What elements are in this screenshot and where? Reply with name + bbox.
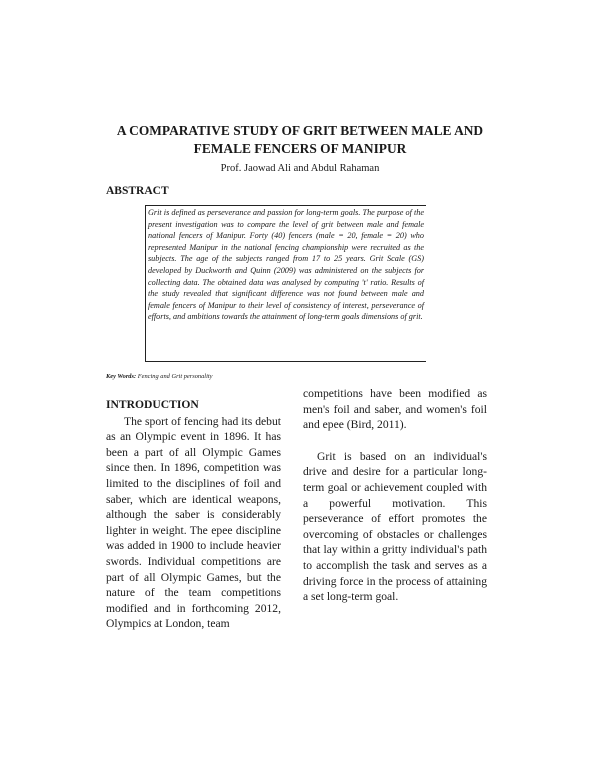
intro-paragraph-1: The sport of fencing had its debut as an Olympic event in 1896. It has been a part of all Olympic Games since then. In 1896, competition was limited to the disciplines of foil and saber, which are identical weapons, although the saber is considerably lighter in weight. The epee discipline was added in 1900 to include heavier swords. Individual competitions are part of all Olympic Games, but the nature of the team competitions modified and in forthcoming 2012, Olympics at London, team — [106, 414, 281, 631]
keywords-value: Fencing and Grit personality — [137, 373, 213, 380]
paper-authors: Prof. Jaowad Ali and Abdul Rahaman — [220, 163, 380, 174]
abstract-heading: ABSTRACT — [106, 185, 169, 197]
intro-paragraph-1-continued: competitions have been modified as men's foil and saber, and women's foil and epee (Bird, 2011). — [303, 387, 487, 432]
section-heading-introduction: INTRODUCTION — [106, 398, 199, 411]
intro-paragraph-2: Grit is based on an individual's drive and desire for a particular long-term goal or achievement coupled with a powerful motivation. This perseverance of effort promotes the overcoming of obstacles or challenges that lay within a gritty individual's path to accomplish the task and serves as a driving force in the process of attaining a set long-term goal. — [303, 449, 487, 604]
paper-title: A COMPARATIVE STUDY OF GRIT BETWEEN MALE AND FEMALE FENCERS OF MANIPUR — [116, 123, 484, 156]
keywords — [106, 373, 212, 380]
body-column-right — [303, 386, 487, 605]
keywords-label: Key Words: — [106, 373, 137, 380]
body-column-left — [106, 397, 281, 632]
abstract-text: Grit is defined as perseverance and passion for long-term goals. The purpose of the present investigation was to compare the level of grit between male and female national fencers of Manipur. Forty (40) fencers (male = 20, female = 20) who represented Manipur in the national fencing championship were recruited as the subjects. The age of the subjects ranged from 17 to 25 years. Grit Scale (GS) developed by Duckworth and Quinn (2009) was administered on the subjects for collecting data. The obtained data was analysed by computing 't' ratio. Results of the study revealed that significant difference was not found between male and female fencers of Manipur to their level of consistency of interest, perseverance of efforts, and ambitions towards the attainment of long-term goals dimensions of grit. — [148, 208, 424, 322]
